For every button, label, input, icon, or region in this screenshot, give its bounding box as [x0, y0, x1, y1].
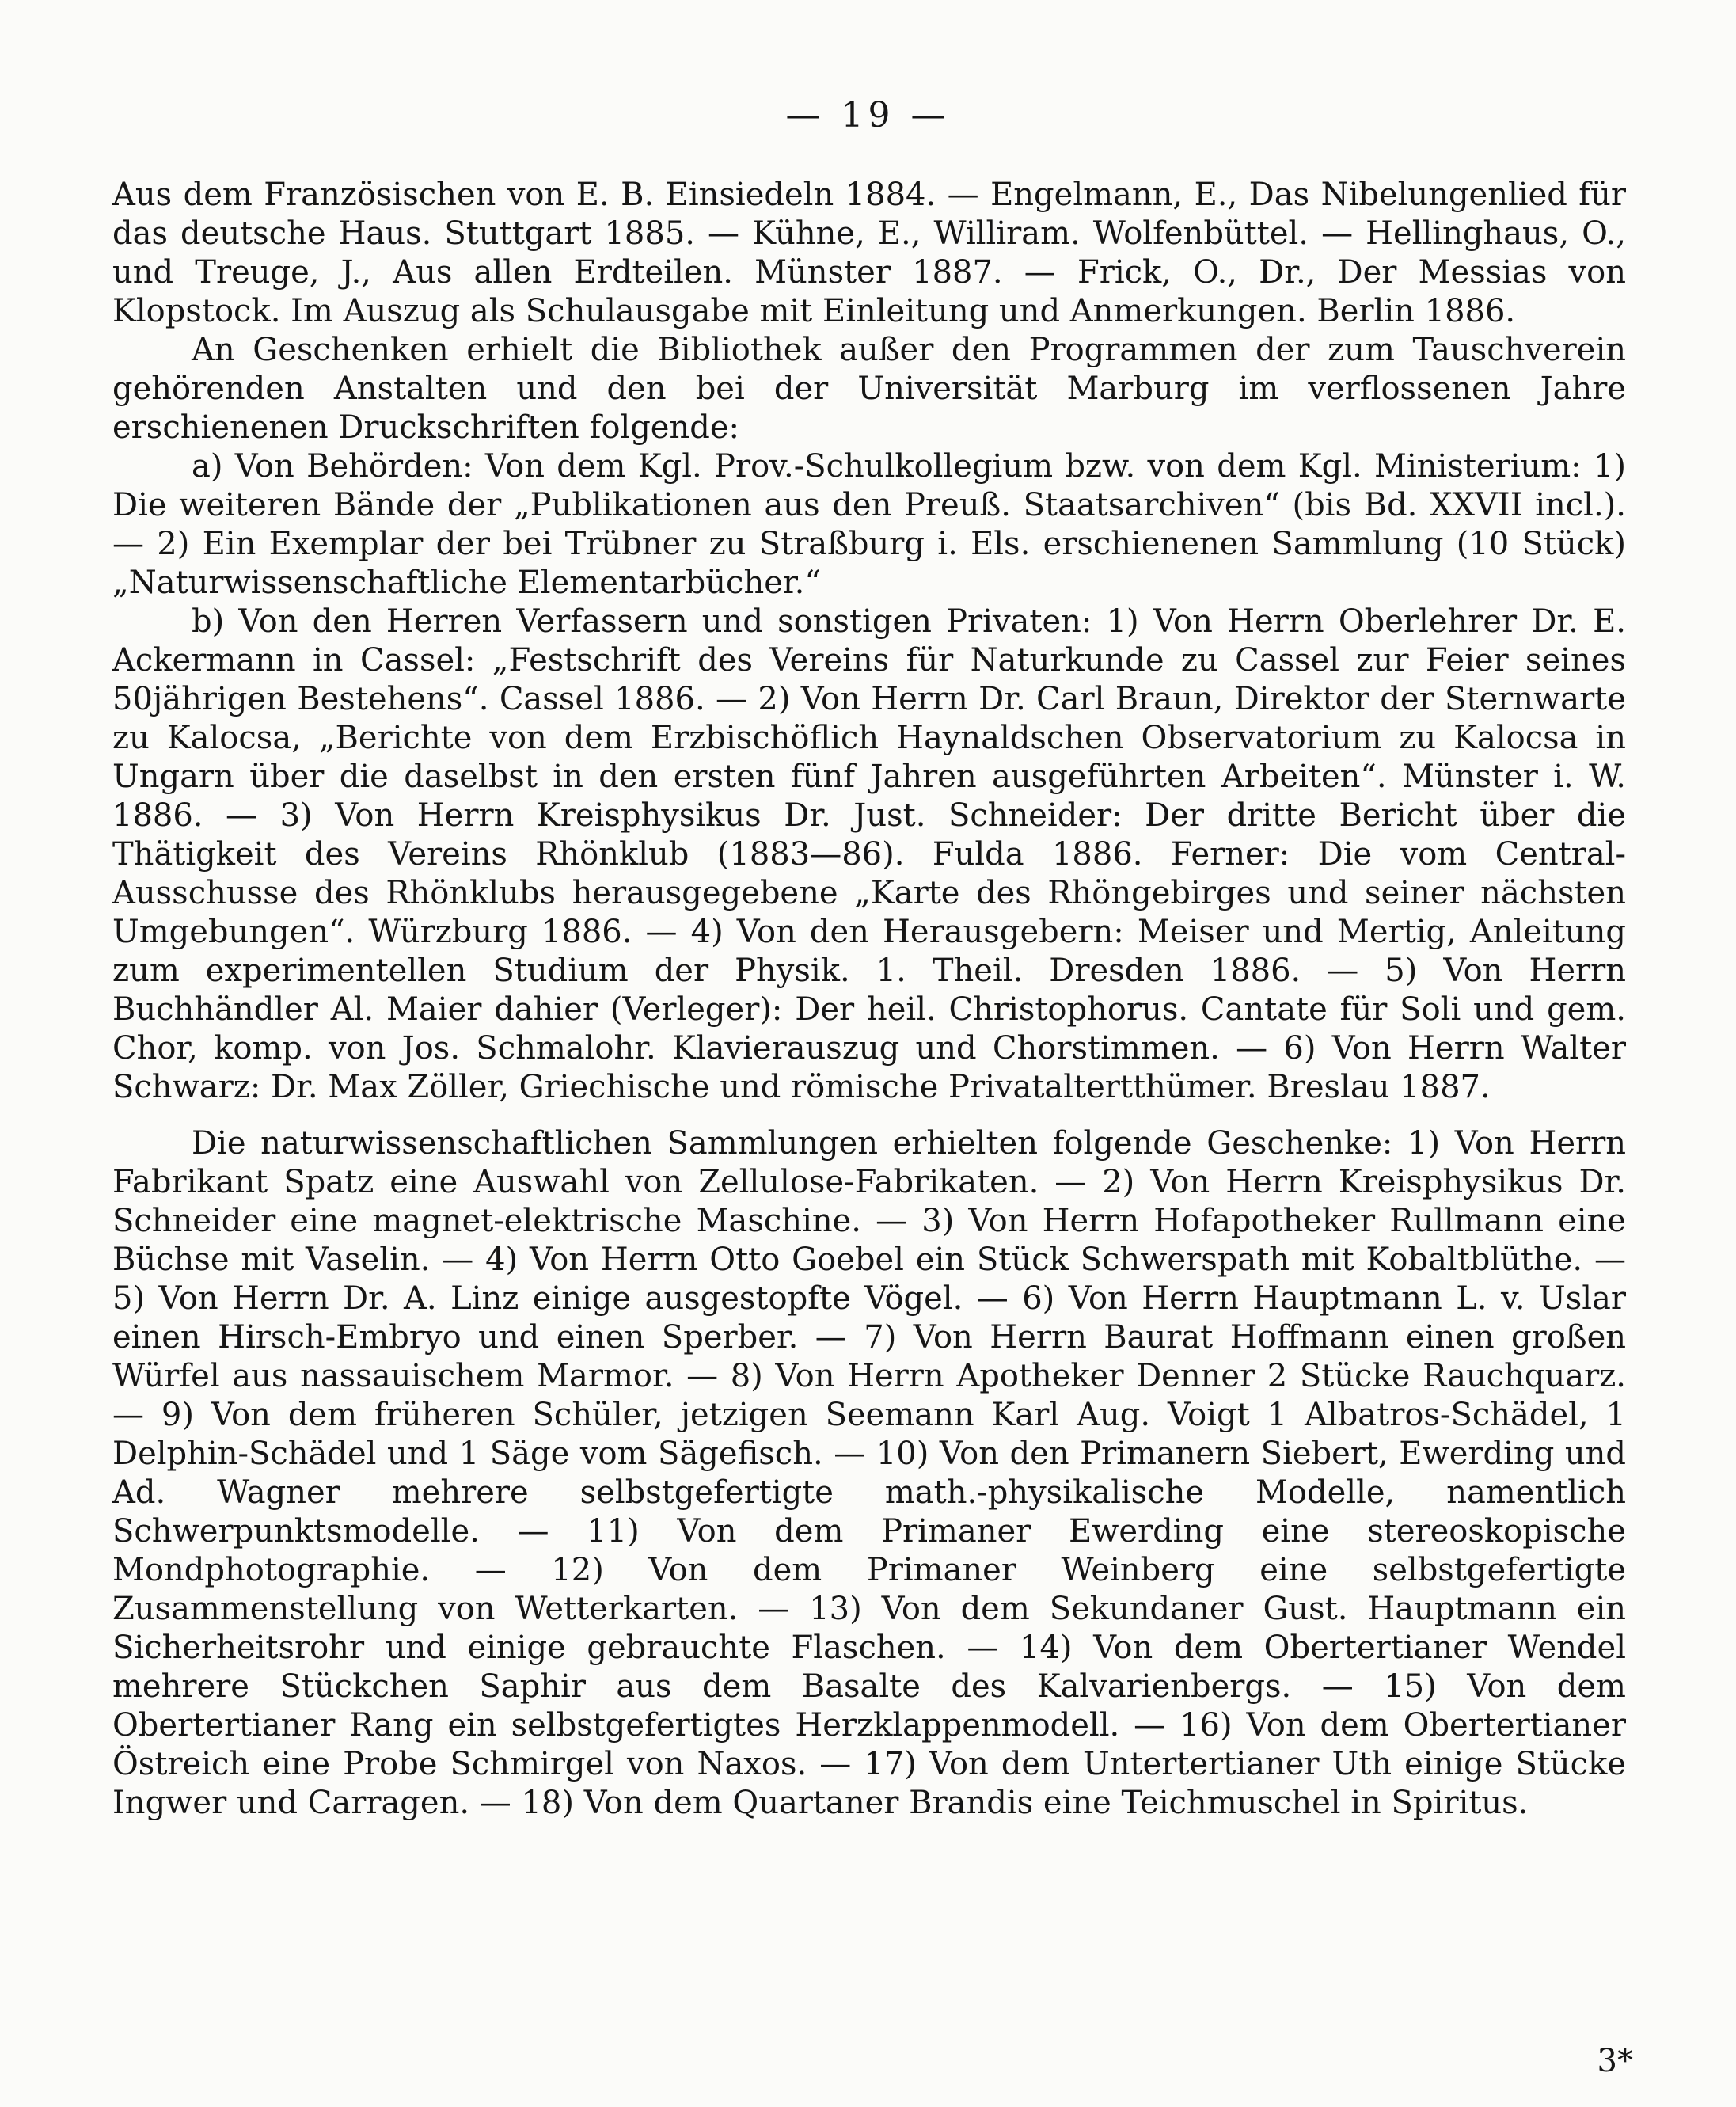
- paragraph: Die naturwissenschaftlichen Sammlungen erhielten folgende Geschenke: 1) Von Herrn Fabrikant Spatz eine Auswahl von Zellulose-Fabrikaten. — 2) Von Herrn Kreisphysikus Dr. Schneider eine magnet-elektrische Maschine. — 3) Von Herrn Hofapotheker Rullmann eine Büchse mit Vaselin. — 4) Von Herrn Otto Goebel ein Stück Schwerspath mit Kobaltblüthe. — 5) Von Herrn Dr. A. Linz einige ausgestopfte Vögel. — 6) Von Herrn Hauptmann L. v. Uslar einen Hirsch-Embryo und einen Sperber. — 7) Von Herrn Baurat Hoffmann einen großen Würfel aus nassauischem Marmor. — 8) Von Herrn Apotheker Denner 2 Stücke Rauchquarz. — 9) Von dem früheren Schüler, jetzigen Seemann Karl Aug. Voigt 1 Albatros-Schädel, 1 Delphin-Schädel und 1 Säge vom Sägefisch. — 10) Von den Primanern Siebert, Ewerding und Ad. Wagner mehrere selbstgefertigte math.-physikalische Modelle, namentlich Schwerpunktsmodelle. — 11) Von dem Primaner Ewerding eine stereoskopische Mondphotographie. — 12) Von dem Primaner Weinberg eine selbstgefertigte Zusammenstellung von Wetterkarten. — 13) Von dem Sekundaner Gust. Hauptmann ein Sicherheitsrohr und einige gebrauchte Flaschen. — 14) Von dem Obertertianer Wendel mehrere Stückchen Saphir aus dem Basalte des Kalvarienbergs. — 15) Von dem Obertertianer Rang ein selbstgefertigtes Herzklappenmodell. — 16) Von dem Obertertianer Östreich eine Probe Schmirgel von Naxos. — 17) Von dem Untertertianer Uth einige Stücke Ingwer und Carragen. — 18) Von dem Quartaner Brandis eine Teichmuschel in Spiritus.: [112, 1125, 1626, 1821]
- paragraph: b) Von den Herren Verfassern und sonstigen Privaten: 1) Von Herrn Oberlehrer Dr. E. Ackermann in Cassel: „Festschrift des Vereins für Naturkunde zu Cassel zur Feier seines 50jährigen Bestehens“. Cassel 1886. — 2) Von Herrn Dr. Carl Braun, Direktor der Sternwarte zu Kalocsa, „Berichte von dem Erzbischöflich Haynaldschen Observatorium zu Kalocsa in Ungarn über die daselbst in den ersten fünf Jahren ausgeführten Arbeiten“. Münster i. W. 1886. — 3) Von Herrn Kreisphysikus Dr. Just. Schneider: Der dritte Bericht über die Thätigkeit des Vereins Rhönklub (1883—86). Fulda 1886. Ferner: Die vom Central-Ausschusse des Rhönklubs herausgegebene „Karte des Rhöngebirges und seiner nächsten Umgebungen“. Würzburg 1886. — 4) Von den Herausgebern: Meiser und Mertig, Anleitung zum experimentellen Studium der Physik. 1. Theil. Dresden 1886. — 5) Von Herrn Buchhändler Al. Maier dahier (Verleger): Der heil. Christophorus. Cantate für Soli und gem. Chor, komp. von Jos. Schmalohr. Klavierauszug und Chorstimmen. — 6) Von Herrn Walter Schwarz: Dr. Max Zöller, Griechische und römische Privataltertthümer. Breslau 1887.: [112, 603, 1626, 1105]
- sheet-signature: 3*: [1597, 2043, 1633, 2079]
- paragraph: Aus dem Französischen von E. B. Einsiedeln 1884. — Engelmann, E., Das Nibelungenlied für das deutsche Haus. Stuttgart 1885. — Kühne, E., Williram. Wolfenbüttel. — Hellinghaus, O., und Treuge, J., Aus allen Erdteilen. Münster 1887. — Frick, O., Dr., Der Messias von Klopstock. Im Auszug als Schulausgabe mit Einleitung und Anmerkungen. Berlin 1886.: [112, 177, 1626, 329]
- body-text: [112, 176, 1626, 1823]
- paragraph: An Geschenken erhielt die Bibliothek außer den Programmen der zum Tauschverein gehörenden Anstalten und den bei der Universität Marburg im verflossenen Jahre erschienenen Druckschriften folgende:: [112, 332, 1626, 446]
- page-number: — 19 —: [785, 95, 951, 135]
- paragraph: a) Von Behörden: Von dem Kgl. Prov.-Schulkollegium bzw. von dem Kgl. Ministerium: 1) Die weiteren Bände der „Publikationen aus den Preuß. Staatsarchiven“ (bis Bd. XXVII incl.). — 2) Ein Exemplar der bei Trübner zu Straßburg i. Els. erschienenen Sammlung (10 Stück) „Naturwissenschaftliche Elementarbücher.“: [112, 448, 1626, 601]
